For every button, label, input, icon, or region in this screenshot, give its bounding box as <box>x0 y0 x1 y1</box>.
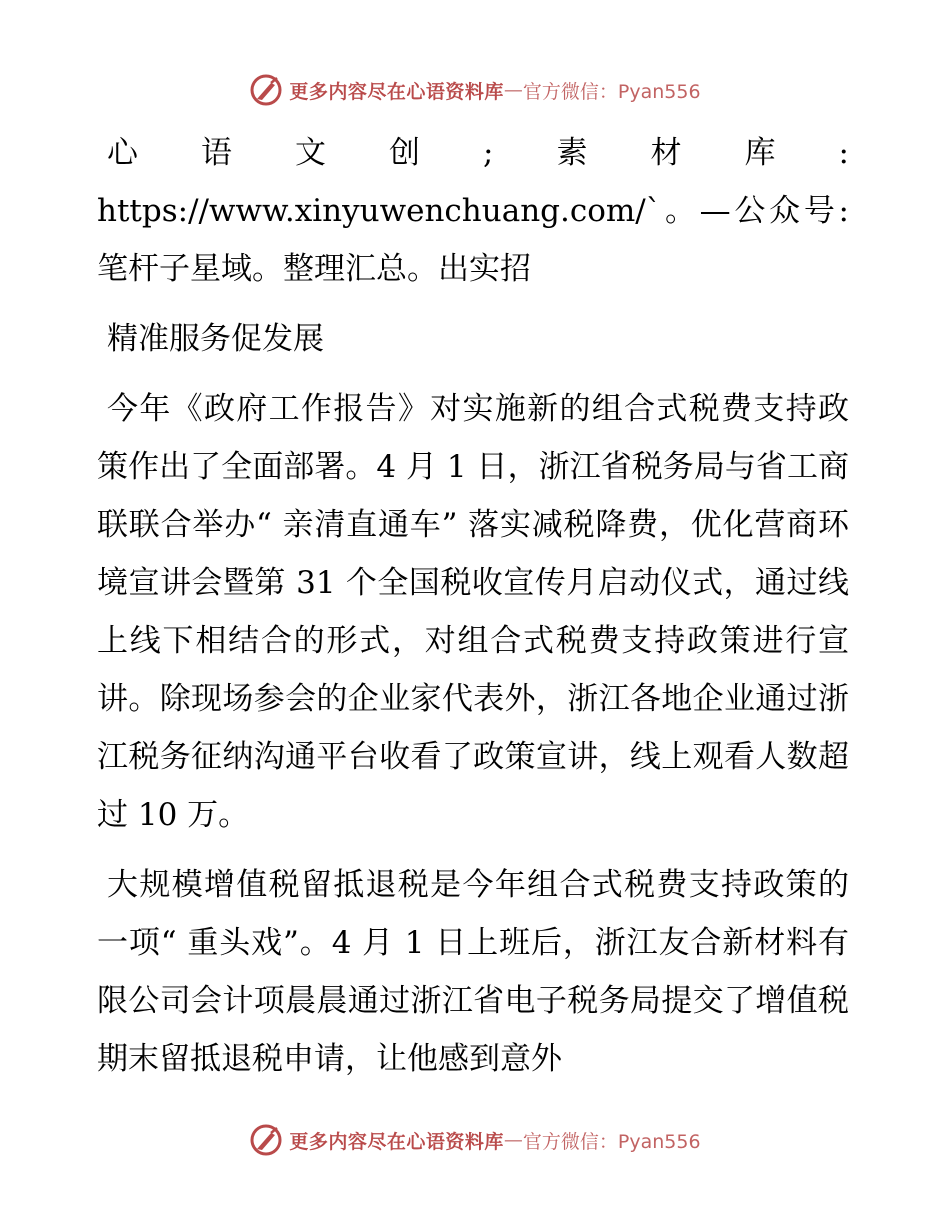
quill-pen-logo-icon <box>249 1123 283 1157</box>
section-heading: 精准服务促发展 <box>107 321 324 357</box>
watermark-dash: — <box>503 79 523 101</box>
body-paragraph: 大规模增值税留抵退税是今年组合式税费支持政策的一项“ 重头戏”。4 月 1 日上班后，浙江友合新材料有限公司会计项晨晨通过浙江省电子税务局提交了增值税期末留抵退税申请，让他感到意外 <box>97 867 849 1077</box>
document-body <box>97 124 849 1088</box>
watermark-contact: 官方微信：Pyan556 <box>522 1130 701 1153</box>
watermark-dash: — <box>503 1129 523 1151</box>
watermark-text: 更多内容尽在心语资料库 <box>289 1130 504 1153</box>
watermark-footer <box>0 1120 950 1160</box>
watermark-header <box>0 70 950 110</box>
watermark-contact: 官方微信：Pyan556 <box>522 80 701 103</box>
source-note-paragraph: 心语文创;素材库: https://www.xinyuwenchuang.com/`。—公众号: 笔杆子星域。整理汇总。出实招 <box>97 135 849 287</box>
body-paragraph: 今年《政府工作报告》对实施新的组合式税费支持政策作出了全面部署。4 月 1 日，浙江省税务局与省工商联联合举办“ 亲清直通车” 落实减税降费，优化营商环境宣讲会暨第 31 个全国税收宣传月启动仪式，通过线上线下相结合的形式，对组合式税费支持政策进行宣讲。除现场参会的企业家代表外，浙江各地企业通过浙江税务征纳沟通平台收看了政策宣讲，线上观看人数超过 10 万。 <box>97 391 849 833</box>
quill-pen-logo-icon <box>249 73 283 107</box>
watermark-text: 更多内容尽在心语资料库 <box>289 80 504 103</box>
